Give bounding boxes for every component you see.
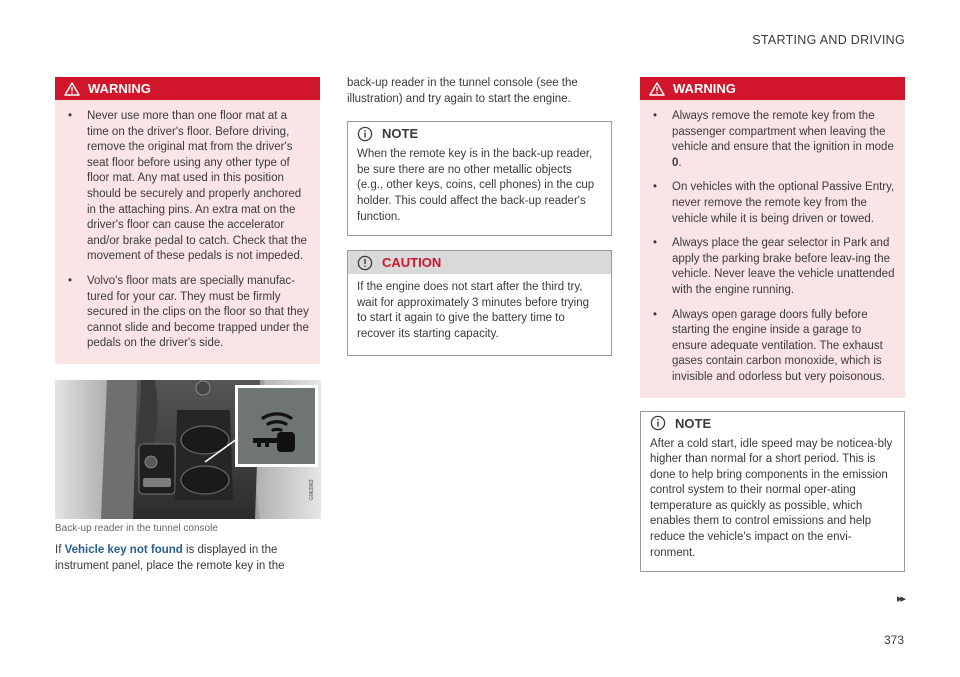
right-column xyxy=(640,77,905,572)
ui-message-text: Vehicle key not found xyxy=(64,544,183,556)
warning-triangle-icon xyxy=(64,82,80,96)
note-header xyxy=(348,122,611,145)
note-box xyxy=(640,411,905,573)
figure-code: G062963 xyxy=(309,479,315,500)
note-heading: NOTE xyxy=(382,126,419,142)
warning-heading: WARNING xyxy=(673,81,736,96)
warning-list xyxy=(55,100,320,352)
left-column xyxy=(55,77,320,364)
caution-box xyxy=(347,250,612,355)
list-item: • Always remove the remote key from the passenger compartment when leaving the vehicle and ensure that the ignition in mode 0. xyxy=(653,110,894,169)
list-item: • Always open garage doors fully before starting the engine inside a garage to ensure adequate ventilation. The exhaust gases contain carbon monoxide, which is invisible and odorless but very poisonous. xyxy=(653,308,885,383)
list-item: • Volvo's floor mats are specially manufac-tured for your car. They must be firmly secured in the clips on the floor so that they cannot slide and become trapped under the pedals on the driver's side. xyxy=(68,274,309,350)
list-item: • Always place the gear selector in Park and apply the parking brake before leav-ing the vehicle. Never leave the vehicle unattended with the engine running. xyxy=(653,237,895,296)
note-text: When the remote key is in the back-up reader, be sure there are no other metallic objects (e.g., other keys, coins, cell phones) in the cup holder. This could affect the back-up reader's function. xyxy=(357,148,595,223)
warning-list xyxy=(640,100,905,386)
tunnel-console-photo xyxy=(55,380,321,519)
right-warning-box xyxy=(640,77,905,398)
warning-header xyxy=(640,77,905,100)
note-header xyxy=(641,412,904,435)
ignition-mode-value: 0 xyxy=(672,156,679,169)
note-box xyxy=(347,121,612,236)
caution-icon xyxy=(357,255,373,271)
list-item: • Never use more than one floor mat at a time on the driver's floor. Before driving, remove the original mat from the driver's seat floor before using any other type of floor mat. Any mat used in this position should be securely and properly anchored in the attaching pins. An extra mat on the driver's floor can cause the accelerator and/or brake pedal to catch. Check that the movement of these pedals is not impeded. xyxy=(68,110,307,263)
body-paragraph: If Vehicle key not found is displayed in the instrument panel, place the remote key in the xyxy=(55,544,285,572)
warning-triangle-icon xyxy=(649,82,665,96)
info-icon xyxy=(650,415,666,431)
continue-arrow-icon: ▸▸ xyxy=(896,593,904,605)
page-number: 373 xyxy=(883,633,904,647)
body-continuation: back-up reader in the tunnel console (see the illustration) and try again to start the engine. xyxy=(347,77,578,105)
section-title: STARTING AND DRIVING xyxy=(752,33,905,47)
figure-caption: Back-up reader in the tunnel console xyxy=(55,523,218,534)
note-text: After a cold start, idle speed may be noticea-bly higher than normal for a short period. This is done to help bring components in the emission control system to their normal oper-ating temperature as quickly as possible, which enables them to control emissions and help reduce the vehicle's impact on the envi-ronment. xyxy=(650,437,893,559)
left-warning-box xyxy=(55,77,320,364)
middle-column xyxy=(347,77,612,356)
warning-header xyxy=(55,77,320,100)
info-icon xyxy=(357,126,373,142)
caution-heading: CAUTION xyxy=(382,255,442,271)
caution-header xyxy=(348,251,611,274)
list-item: • On vehicles with the optional Passive Entry, never remove the remote key from the vehicle while it is being driven or towed. xyxy=(653,181,895,225)
caution-text: If the engine does not start after the third try, wait for approximately 3 minutes before trying to start it again to give the battery time to recover its starting capacity. xyxy=(357,281,590,340)
note-heading: NOTE xyxy=(675,415,712,431)
warning-heading: WARNING xyxy=(88,81,151,96)
